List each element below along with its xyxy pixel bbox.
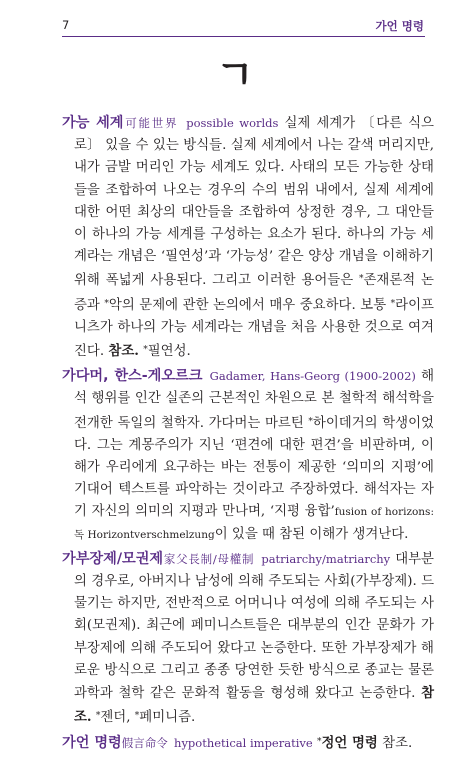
entry-hanja: 假言命令 xyxy=(121,736,168,751)
entry-body: 존재론적 논증과 xyxy=(74,273,434,313)
entry-headword: 가능 세계 xyxy=(62,115,124,131)
entry-english: possible worlds xyxy=(186,116,279,130)
entry-body: 실제 세계가 〔다른 식으로〕 있을 수 있는 방식들. 실제 세계에서 나는 갈색 머리지만, 내가 금발 머리인 가능 세계도 있다. 사태의 모든 가능한 상태들을 조합하여 나오는 경우의 수의 범위 내에서, 실제 세계에 대한 어떤 최상의 대안들을 조합하여 상정한 경우, 그 대안들이 하나의 가능 세계를 구성하는 요소가 된다. 하나의 가능 세계라는 개념은 ‘필연성’과 ‘가능성’ 같은 양상 개념을 이해하기 위해 폭넓게 사용된다. 그리고 이러한 용어들은 xyxy=(74,116,434,289)
cross-ref-mark: * xyxy=(390,298,396,309)
entry-hypothetical-imperative xyxy=(62,731,434,755)
entry-headword: 가다머, 한스-게오르크 xyxy=(62,368,203,385)
running-title: 가언 명령 xyxy=(375,19,424,33)
page-number: 7 xyxy=(62,18,70,32)
see-also-label: 참조. xyxy=(108,343,139,360)
chapter-letter: ㄱ xyxy=(215,52,255,98)
entry-body: 젠더, xyxy=(100,710,135,726)
entry-patriarchy xyxy=(62,548,434,730)
cross-ref-mark: * xyxy=(95,711,101,722)
cross-ref-term: 정언 명령 xyxy=(321,735,378,752)
entry-body: 라이프니츠가 하나의 가능 세계라는 개념을 처음 사용한 것으로 여겨진다. xyxy=(74,297,434,360)
entry-body: 필연성. xyxy=(147,344,191,360)
cross-ref-mark: * xyxy=(104,298,109,309)
foreign-term: fusion of horizons: 독 Horizontverschmelzung xyxy=(74,506,434,541)
entry-hanja: 可能世界 xyxy=(123,116,179,130)
entry-body: 악의 문제에 관한 논의에서 매우 중요하다. 보통 xyxy=(108,297,391,313)
entry-headword: 가언 명령 xyxy=(62,735,122,752)
cross-ref-mark: * xyxy=(134,711,140,722)
cross-ref-mark: * xyxy=(143,345,148,356)
entries xyxy=(62,112,434,758)
entry-body: 대부분의 경우로, 아버지나 남성에 의해 주도되는 사회(가부장제). 드물기는 하지만, 전반적으로 어머니나 여성에 의해 주도되는 사회(모권제). 최근에 페미니스트들은 대부분의 인간 문화가 가부장제에 의해 주도되어 왔다고 논증한다. 또한 가부장제가 해로운 방식으로 그리고 종종 당연한 듯한 방식으로 종교는 물론 과학과 철학 같은 문화적 활동을 형성해 왔다고 논증한다. xyxy=(74,551,434,702)
entry-english: hypothetical imperative xyxy=(174,736,313,751)
entry-body: 이 있을 때 참된 이해가 생겨난다. xyxy=(214,526,409,542)
entry-headword: 가부장제/모권제 xyxy=(62,550,164,567)
header-rule xyxy=(62,36,425,37)
running-header xyxy=(62,18,424,34)
entry-body: 참조. xyxy=(377,736,413,752)
entry-body: 하이데거의 학생이었다. 그는 계몽주의가 지닌 ‘편견에 대한 편견’을 비판하며, 이해가 우리에게 요구하는 바는 전통이 제공한 ‘의미의 지평’에 기대어 텍스트를 파악하는 것이라고 주장하였다. 해석자는 자기 자신의 의미의 지평과 만나며, ‘지평 융합’ xyxy=(74,415,434,520)
entry-body: 해석 행위를 인간 실존의 근본적인 차원으로 본 철학적 해석학을 전개한 독일의 철학자. 가다머는 마르틴 xyxy=(74,369,434,431)
entry-gadamer xyxy=(62,365,434,546)
entry-english: patriarchy/matriarchy xyxy=(261,551,391,566)
cross-ref-mark: * xyxy=(316,737,322,748)
entry-english: Gadamer, Hans-Georg (1900-2002) xyxy=(209,369,416,384)
entry-possible-worlds xyxy=(62,112,434,363)
see-also-label: 참조. xyxy=(74,685,434,726)
cross-ref-mark: * xyxy=(308,416,313,427)
entry-hanja: 家父長制/母權制 xyxy=(163,551,255,566)
cross-ref-mark: * xyxy=(358,274,364,285)
entry-body: 페미니즘. xyxy=(139,710,196,726)
